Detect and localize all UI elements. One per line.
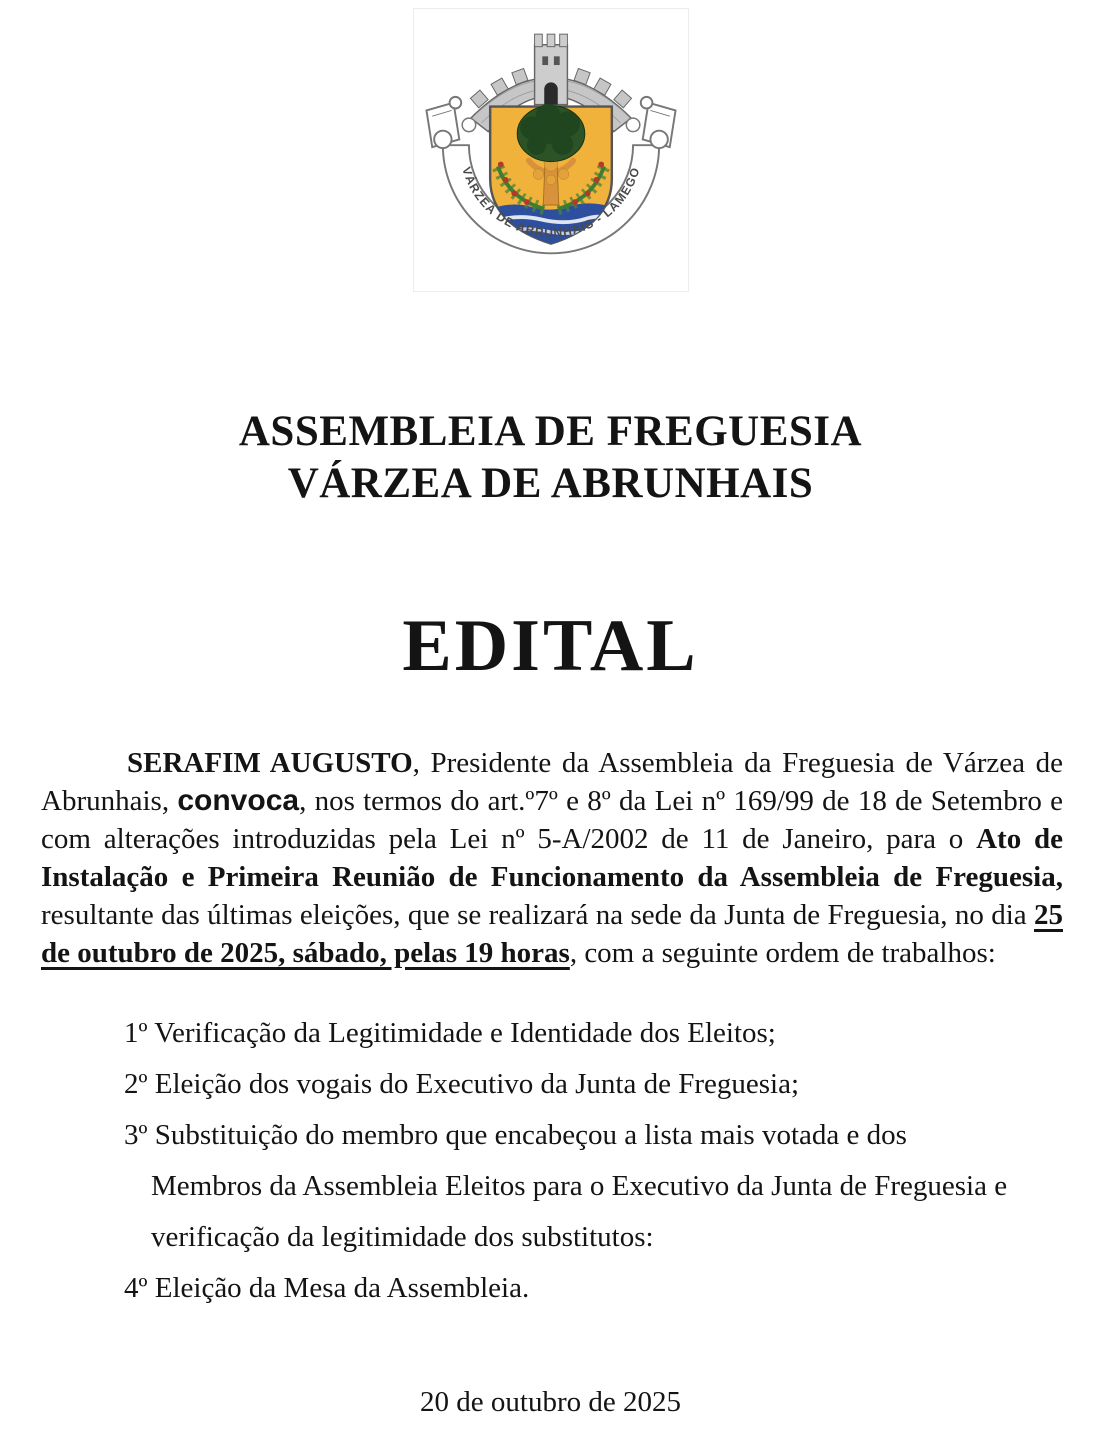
document-heading: EDITAL <box>402 605 699 687</box>
org-title-line1: ASSEMBLEIA DE FREGUESIA <box>238 408 863 455</box>
agenda-item-4: 4º Eleição da Mesa da Assembleia. <box>124 1272 530 1304</box>
agenda-item-3: 3º Substituição do membro que encabeçou a lista mais votada e dos <box>124 1119 907 1151</box>
meeting-purpose-bold: Ato de Instalação e Primeira Reunião de Funcionamento da Assembleia de Freguesia, <box>41 823 1063 893</box>
body-paragraph <box>41 744 1063 972</box>
paragraph-text-1: , Presidente da Assembleia da Freguesia de Várzea de Abrunhais, <box>41 747 1063 817</box>
convoca-emphasis: convoca <box>177 784 300 817</box>
paragraph-text-2: , nos termos do art.º7º e 8º da Lei nº 169/99 de 18 de Setembro e com alterações introduzidas pela Lei nº 5-A/2002 de 11 de Janeiro, para o <box>41 785 1064 855</box>
president-name: SERAFIM AUGUSTO <box>127 747 413 779</box>
agenda-item-1: 1º Verificação da Legitimidade e Identidade dos Eleitos; <box>124 1017 776 1049</box>
agenda-list <box>124 1008 1061 1314</box>
meeting-datetime: 25 de outubro de 2025, sábado, pelas 19 horas <box>41 899 1063 969</box>
organization-title <box>0 406 1101 510</box>
agenda-item-2: 2º Eleição dos vogais do Executivo da Junta de Freguesia; <box>124 1068 800 1100</box>
coat-of-arms-graphic <box>416 10 686 290</box>
parish-coat-of-arms <box>413 8 689 292</box>
agenda-item-3-continuation-1: Membros da Assembleia Eleitos para o Executivo da Junta de Freguesia e <box>151 1170 1008 1202</box>
org-title-line2: VÁRZEA DE ABRUNHAIS <box>287 460 814 507</box>
paragraph-text-4: , com a seguinte ordem de trabalhos: <box>569 937 996 969</box>
banner-text: VÁRZEA DE ABRUNHAIS - LAMEGO <box>458 165 643 240</box>
agenda-item-3-continuation-2: verificação da legitimidade dos substitutos: <box>151 1221 654 1253</box>
paragraph-text-3: resultante das últimas eleições, que se realizará na sede da Junta de Freguesia, no dia <box>41 899 1034 931</box>
issue-date: 20 de outubro de 2025 <box>420 1386 681 1418</box>
crown-tower <box>534 34 567 104</box>
